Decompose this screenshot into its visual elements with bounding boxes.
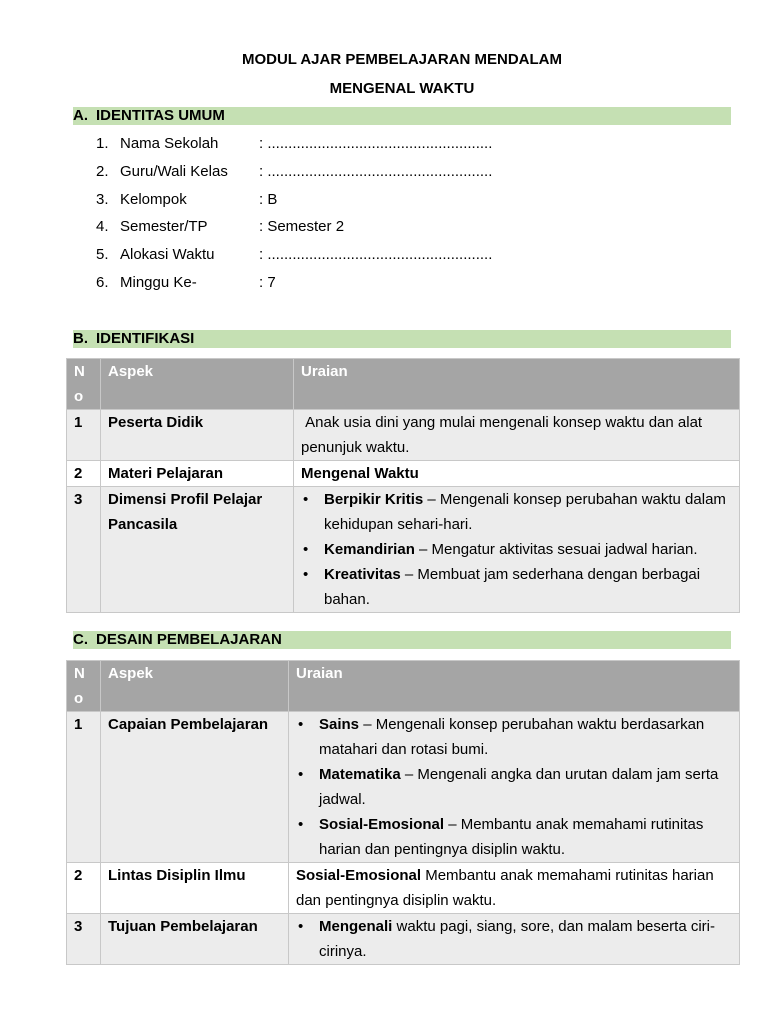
row-aspek: Dimensi Profil Pelajar Pancasila xyxy=(101,487,294,613)
item-label: Kelompok xyxy=(120,190,187,208)
bullet-item xyxy=(301,562,732,612)
bullet-text: – Membuat jam sederhana dengan berbagai bahan. xyxy=(324,566,701,608)
section-c-letter: C. xyxy=(73,631,88,648)
row-no: 2 xyxy=(67,863,101,914)
table-row xyxy=(67,914,740,965)
design-table xyxy=(66,660,740,965)
section-b-title: IDENTIFIKASI xyxy=(96,330,195,347)
bullet-text: – Mengenali angka dan urutan dalam jam serta jadwal. xyxy=(319,766,719,808)
bullet-text: – Mengenali konsep perubahan waktu berdasarkan matahari dan rotasi bumi. xyxy=(319,716,705,758)
row-no: 3 xyxy=(67,914,101,965)
row-aspek: Lintas Disiplin Ilmu xyxy=(101,863,289,914)
bullet-list xyxy=(296,712,732,862)
table-row xyxy=(67,487,740,613)
bullet-item xyxy=(296,712,732,762)
bullet-term: Sosial-Emosional xyxy=(319,816,445,833)
row-uraian xyxy=(289,863,740,914)
identification-table xyxy=(66,358,740,613)
row-aspek: Peserta Didik xyxy=(101,410,294,461)
item-value: : ...................................................... xyxy=(259,162,493,180)
row-uraian xyxy=(289,712,740,863)
row-aspek: Capaian Pembelajaran xyxy=(101,712,289,863)
item-number: 6. xyxy=(96,273,109,291)
item-number: 3. xyxy=(96,190,109,208)
row-no: 3 xyxy=(67,487,101,613)
item-value: : ...................................................... xyxy=(259,246,493,264)
bullet-term: Berpikir Kritis xyxy=(324,491,424,508)
table-header-row xyxy=(67,661,740,712)
identity-item xyxy=(96,186,492,214)
item-label: Nama Sekolah xyxy=(120,135,219,152)
item-value: : ...................................................... xyxy=(259,135,493,152)
document-title: MODUL AJAR PEMBELAJARAN MENDALAM xyxy=(241,51,562,68)
bullet-item xyxy=(301,487,732,537)
uraian-text: Membantu anak memahami rutinitas harian dan pentingnya disiplin waktu. xyxy=(296,867,714,909)
row-aspek: Materi Pelajaran xyxy=(101,461,294,487)
header-no: N o xyxy=(67,359,101,410)
section-a-letter: A. xyxy=(73,107,88,124)
bullet-text: – Mengenali konsep perubahan waktu dalam kehidupan sehari-hari. xyxy=(324,491,726,533)
identity-item xyxy=(96,130,492,158)
bullet-item xyxy=(296,762,732,812)
row-uraian: Mengenal Waktu xyxy=(294,461,740,487)
identity-item xyxy=(96,269,492,297)
row-uraian xyxy=(294,487,740,613)
item-value: : B xyxy=(259,190,278,208)
row-aspek: Tujuan Pembelajaran xyxy=(101,914,289,965)
section-b-letter: B. xyxy=(73,330,88,347)
table-row xyxy=(67,863,740,914)
row-uraian: Anak usia dini yang mulai mengenali konsep waktu dan alat penunjuk waktu. xyxy=(294,410,740,461)
item-label: Alokasi Waktu xyxy=(120,246,215,264)
section-a-title: IDENTITAS UMUM xyxy=(96,107,225,124)
bullet-term: Mengenali xyxy=(319,918,393,935)
identity-item xyxy=(96,158,492,186)
item-number: 4. xyxy=(96,218,109,236)
identity-item xyxy=(96,241,492,269)
item-number: 5. xyxy=(96,246,109,264)
bullet-text: – Mengatur aktivitas sesuai jadwal harian. xyxy=(414,541,698,558)
table-row xyxy=(67,461,740,487)
bullet-list xyxy=(296,914,732,964)
bullet-item xyxy=(296,812,732,862)
header-aspek: Aspek xyxy=(101,359,294,410)
row-no: 2 xyxy=(67,461,101,487)
document-subtitle: MENGENAL WAKTU xyxy=(329,80,475,97)
item-number: 2. xyxy=(96,162,109,180)
section-c-header xyxy=(73,631,731,649)
table-header-row xyxy=(67,359,740,410)
section-a-header xyxy=(73,107,731,125)
bullet-item xyxy=(301,537,732,562)
header-no: N o xyxy=(67,661,101,712)
item-label: Guru/Wali Kelas xyxy=(120,162,228,180)
bullet-list xyxy=(301,487,732,612)
table-row xyxy=(67,410,740,461)
row-no: 1 xyxy=(67,712,101,863)
row-uraian xyxy=(289,914,740,965)
bullet-term: Matematika xyxy=(319,766,401,783)
bullet-item xyxy=(296,914,732,964)
item-value: : Semester 2 xyxy=(259,218,345,236)
identity-list xyxy=(96,130,492,297)
bullet-term: Kreativitas xyxy=(324,566,401,583)
bullet-text: waktu pagi, siang, sore, dan malam beserta ciri-cirinya. xyxy=(319,918,716,960)
table-row xyxy=(67,712,740,863)
bullet-term: Sains xyxy=(319,716,360,733)
identity-item xyxy=(96,213,492,241)
header-uraian: Uraian xyxy=(294,359,740,410)
section-c-title: DESAIN PEMBELAJARAN xyxy=(96,631,282,648)
header-aspek: Aspek xyxy=(101,661,289,712)
item-value: : 7 xyxy=(259,273,276,291)
row-no: 1 xyxy=(67,410,101,461)
section-b-header xyxy=(73,330,731,348)
item-label: Semester/TP xyxy=(120,218,208,236)
uraian-term: Sosial-Emosional xyxy=(296,867,422,884)
bullet-term: Kemandirian xyxy=(324,541,415,558)
header-uraian: Uraian xyxy=(289,661,740,712)
item-label: Minggu Ke- xyxy=(120,273,197,291)
item-number: 1. xyxy=(96,135,109,152)
bullet-text: – Membantu anak memahami rutinitas harian dan pentingnya disiplin waktu. xyxy=(319,816,704,858)
